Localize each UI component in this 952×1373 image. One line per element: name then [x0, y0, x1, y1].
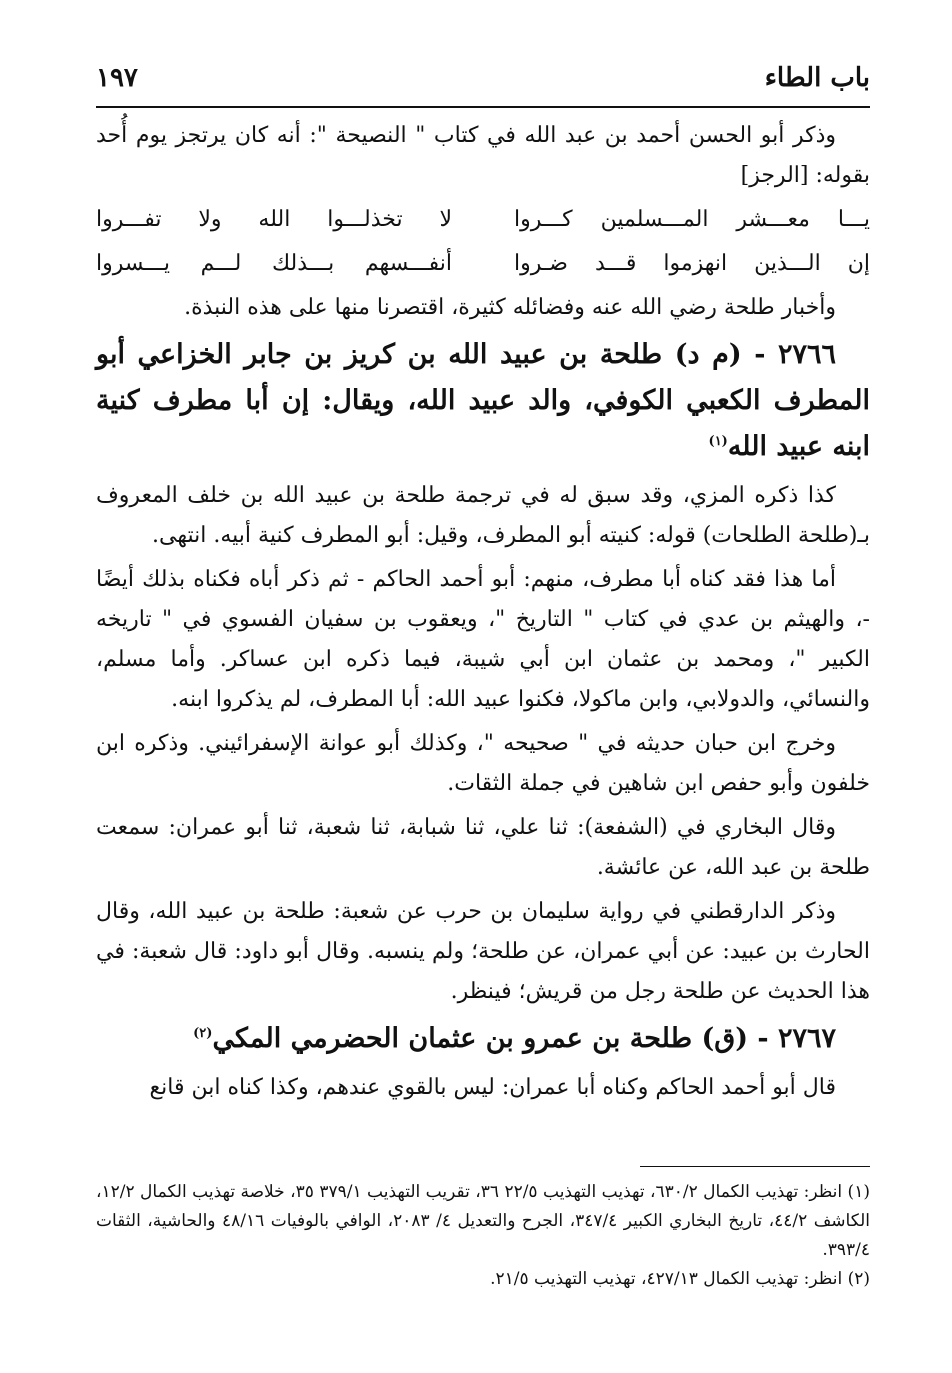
footnote-1: (١) انظر: تهذيب الكمال ٦٣٠/٢، تهذيب التهذيب ٢٢/٥ ٣٦، تقريب التهذيب ٣٧٩/١ ٣٥، خلاصة تهذيب الكمال ١٢/٢، الكاشف ٤٤/٢، تاريخ البخاري الكبير ٣٤٧/٤، الجرح والتعديل ٤/ ٢٠٨٣، الوافي بالوفيات ٤٨/١٦ والحاشية، الثقات ٣٩٣/٤. [96, 1182, 871, 1260]
intro-paragraph: وذكر أبو الحسن أحمد بن عبد الله في كتاب " النصيحة ": أنه كان يرتجز يوم أُحد بقوله: [الرجز] [96, 123, 870, 188]
verse-line-2 [96, 244, 870, 284]
running-header [96, 56, 870, 100]
entry-heading-2766 [96, 332, 870, 470]
footnote-ref-1: (١) [708, 434, 728, 449]
paragraph-4: وقال البخاري في (الشفعة): ثنا علي، ثنا شبابة، ثنا شعبة، ثنا أبو عمران: سمعت طلحة بن عبد الله، عن عائشة. [96, 815, 870, 880]
verse-2-first-hemistich: إن الـــذين انهزموا قـــد ضـروا [513, 251, 870, 276]
entry-heading-2767 [96, 1016, 870, 1062]
verse-1-second-hemistich: لا تخذلـــوا الله ولا تفـــروا [96, 207, 453, 232]
main-text [96, 116, 870, 1112]
chapter-title: باب الطاء [764, 63, 870, 93]
footnote-ref-2: (٢) [193, 1026, 213, 1041]
paragraph-1: كذا ذكره المزي، وقد سبق له في ترجمة طلحة بن عبيد الله بن خلف المعروف بـ(طلحة الطلحات) قوله: كنيته أبو المطرف، وقيل: أبو المطرف كنية أبيه. انتهى. [96, 483, 870, 548]
verse-line-1 [96, 200, 870, 240]
verse-2-second-hemistich: أنفـــسهم بـــذلك لـــم يـــسروا [96, 251, 453, 276]
paragraph-5: وذكر الدارقطني في رواية سليمان بن حرب عن شعبة: طلحة بن عبيد الله، وقال الحارث بن عبيد: عن أبي عمران، عن طلحة؛ ولم ينسبه. وقال أبو داود: قال شعبة: في هذا الحديث عن طلحة رجل من قريش؛ فينظر. [96, 899, 870, 1004]
paragraph-2: أما هذا فقد كناه أبا مطرف، منهم: أبو أحمد الحاكم - ثم ذكر أباه فكناه بذلك أيضًا -، والهيثم بن عدي في كتاب " التاريخ "، ويعقوب بن سفيان الفسوي في " تاريخه الكبير "، ومحمد بن عثمان ابن أبي شيبة، فيما ذكره ابن عساكر. وأما مسلم، والنسائي، والدولابي، وابن ماكولا، فكنوا عبيد الله: أبا المطرف، لم يذكروا ابنه. [96, 567, 870, 712]
closing-paragraph: وأخبار طلحة رضي الله عنه وفضائله كثيرة، اقتصرنا منها على هذه النبذة. [184, 295, 836, 320]
footnote-divider [640, 1166, 870, 1167]
footnotes [96, 1178, 870, 1294]
paragraph-3: وخرج ابن حبان حديثه في " صحيحه "، وكذلك أبو عوانة الإسفرائيني. وذكره ابن خلفون وأبو حفص ابن شاهين في جملة الثقات. [96, 731, 870, 796]
verse-1-first-hemistich: يـــا معـــشر المـــسلمين كـــروا [513, 207, 870, 232]
page-number: ١٩٧ [96, 63, 138, 93]
footnote-2: (٢) انظر: تهذيب الكمال ٤٢٧/١٣، تهذيب التهذيب ٢١/٥. [490, 1269, 870, 1289]
entry-heading-2767-text: ٢٧٦٧ - (ق) طلحة بن عمرو بن عثمان الحضرمي المكي [212, 1023, 836, 1054]
entry-heading-2766-text: ٢٧٦٦ - (م د) طلحة بن عبيد الله بن كريز بن جابر الخزاعي أبو المطرف الكعبي الكوفي، والد عبيد الله، ويقال: إن أبا مطرف كنية ابنه عبيد الله [96, 339, 870, 462]
paragraph-6: قال أبو أحمد الحاكم وكناه أبا عمران: ليس بالقوي عندهم، وكذا كناه ابن قانع [149, 1075, 836, 1100]
header-divider [96, 106, 870, 108]
